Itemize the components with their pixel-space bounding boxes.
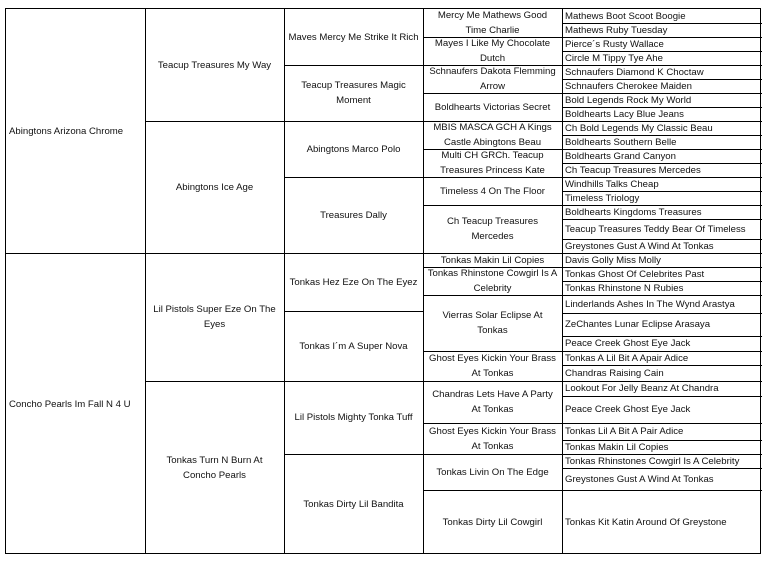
gen4-ancestor-cell: MBIS MASCA GCH A Kings Castle Abingtons Beau	[433, 122, 552, 148]
gen5-ancestor-cell: Linderlands Ashes In The Wynd Arastya	[565, 298, 735, 310]
row-divider	[423, 423, 562, 424]
gen4-ancestor-cell: Multi CH GRCh. Teacup Treasures Princess Kate	[440, 150, 545, 176]
gen4-ancestor-cell: Tonkas Dirty Lil Cowgirl	[442, 517, 543, 528]
row-divider	[562, 454, 762, 455]
gen5-ancestor-cell: Greystones Gust A Wind At Tonkas	[565, 473, 714, 485]
column-divider	[284, 9, 285, 553]
row-divider	[562, 267, 762, 268]
row-divider	[562, 37, 762, 38]
row-divider	[562, 219, 762, 220]
gen5-ancestor-cell: Tonkas Makin Lil Copies	[565, 441, 669, 453]
gen5-ancestor-cell: Tonkas Kit Katin Around Of Greystone	[565, 517, 727, 528]
row-divider	[562, 191, 762, 192]
row-divider	[423, 454, 562, 455]
gen4-ancestor-cell: Ghost Eyes Kickin Your Brass At Tonkas	[429, 425, 556, 452]
gen4-ancestor-cell: Mercy Me Mathews Good Time Charlie	[437, 10, 548, 36]
great-grandparent-cell: Abingtons Marco Polo	[306, 143, 401, 155]
row-divider	[284, 381, 423, 382]
row-divider	[423, 93, 562, 94]
great-grandparent-cell: Teacup Treasures Magic Moment	[301, 80, 406, 106]
gen5-ancestor-cell: Tonkas Lil A Bit A Pair Adice	[565, 426, 684, 437]
row-divider	[423, 295, 562, 296]
row-divider	[562, 423, 762, 424]
column-divider	[423, 9, 424, 553]
row-divider	[562, 107, 762, 108]
gen4-ancestor-cell: Chandras Lets Have A Party At Tonkas	[432, 389, 553, 415]
row-divider	[562, 396, 762, 397]
row-divider	[562, 135, 762, 136]
row-divider	[562, 205, 762, 206]
great-grandparent-cell: Tonkas Hez Eze On The Eyez	[289, 276, 418, 288]
row-divider	[284, 253, 423, 254]
row-divider	[284, 454, 423, 455]
gen5-ancestor-cell: Bold Legends Rock My World	[565, 94, 692, 106]
gen5-ancestor-cell: Schnaufers Cherokee Maiden	[565, 80, 692, 92]
gen4-ancestor-cell: Vierras Solar Eclipse At Tonkas	[442, 310, 543, 336]
gen5-ancestor-cell: Mathews Ruby Tuesday	[565, 24, 668, 36]
row-divider	[562, 281, 762, 282]
gen4-ancestor-cell: Tonkas Livin On The Edge	[436, 466, 549, 478]
grandparent-cell: Lil Pistols Super Eze On The Eyes	[153, 304, 276, 330]
row-divider	[423, 351, 562, 352]
parent-cell: Concho Pearls Im Fall N 4 U	[9, 398, 131, 410]
row-divider	[562, 365, 762, 366]
gen5-ancestor-cell: Schnaufers Diamond K Choctaw	[565, 66, 704, 78]
row-divider	[562, 239, 762, 240]
row-divider	[423, 149, 562, 150]
gen5-ancestor-cell: Tonkas Rhinstones Cowgirl Is A Celebrity	[565, 455, 740, 467]
gen4-ancestor-cell: Timeless 4 On The Floor	[439, 185, 546, 197]
gen5-ancestor-cell: Greystones Gust A Wind At Tonkas	[565, 240, 714, 252]
gen5-ancestor-cell: Peace Creek Ghost Eye Jack	[565, 338, 691, 349]
row-divider	[284, 311, 423, 312]
row-divider	[562, 93, 762, 94]
gen4-ancestor-cell: Mayes I Like My Chocolate Dutch	[434, 38, 551, 64]
row-divider	[562, 51, 762, 52]
row-divider	[562, 381, 762, 382]
row-divider	[284, 65, 423, 66]
row-divider	[284, 121, 423, 122]
row-divider	[562, 351, 762, 352]
gen5-ancestor-cell: Pierce´s Rusty Wallace	[565, 38, 664, 50]
row-divider	[562, 23, 762, 24]
great-grandparent-cell: Maves Mercy Me Strike It Rich	[288, 31, 419, 43]
row-divider	[562, 336, 762, 337]
row-divider	[284, 177, 423, 178]
column-divider	[145, 9, 146, 553]
gen4-ancestor-cell: Boldhearts Victorias Secret	[434, 101, 551, 113]
great-grandparent-cell: Tonkas Dirty Lil Bandita	[303, 499, 404, 510]
row-divider	[562, 490, 762, 491]
row-divider	[145, 253, 284, 254]
row-divider	[423, 37, 562, 38]
gen5-ancestor-cell: Mathews Boot Scoot Boogie	[565, 10, 686, 22]
row-divider	[562, 163, 762, 164]
row-divider	[562, 253, 762, 254]
row-divider	[6, 253, 145, 254]
gen5-ancestor-cell: Tonkas Ghost Of Celebrites Past	[565, 268, 705, 280]
gen5-ancestor-cell: Ch Bold Legends My Classic Beau	[565, 122, 713, 134]
gen5-ancestor-cell: Circle M Tippy Tye Ahe	[565, 52, 663, 64]
gen5-ancestor-cell: Boldhearts Kingdoms Treasures	[565, 206, 702, 218]
gen5-ancestor-cell: Windhills Talks Cheap	[565, 178, 659, 190]
row-divider	[423, 205, 562, 206]
pedigree-table	[5, 8, 761, 554]
gen5-ancestor-cell: Tonkas Rhinstone N Rubies	[565, 282, 684, 294]
gen5-ancestor-cell: Ch Teacup Treasures Mercedes	[565, 164, 701, 176]
gen5-ancestor-cell: Peace Creek Ghost Eye Jack	[565, 404, 691, 415]
gen5-ancestor-cell: Boldhearts Lacy Blue Jeans	[565, 108, 684, 120]
row-divider	[562, 65, 762, 66]
gen4-ancestor-cell: Ghost Eyes Kickin Your Brass At Tonkas	[429, 353, 556, 379]
row-divider	[562, 468, 762, 469]
row-divider	[562, 79, 762, 80]
row-divider	[423, 267, 562, 268]
gen5-ancestor-cell: Lookout For Jelly Beanz At Chandra	[565, 383, 719, 394]
grandparent-cell: Abingtons Ice Age	[175, 181, 254, 193]
row-divider	[562, 440, 762, 441]
row-divider	[562, 149, 762, 150]
row-divider	[145, 121, 284, 122]
gen5-ancestor-cell: Boldhearts Southern Belle	[565, 136, 677, 148]
gen5-ancestor-cell: Tonkas A Lil Bit A Apair Adice	[565, 352, 689, 364]
gen5-ancestor-cell: Chandras Raising Cain	[565, 367, 664, 379]
grandparent-cell: Teacup Treasures My Way	[157, 59, 272, 71]
gen4-ancestor-cell: Ch Teacup Treasures Mercedes	[446, 216, 538, 242]
great-grandparent-cell: Treasures Dally	[320, 209, 387, 221]
row-divider	[145, 381, 284, 382]
grandparent-cell: Tonkas Turn N Burn At Concho Pearls	[166, 455, 263, 481]
row-divider	[423, 177, 562, 178]
row-divider	[423, 121, 562, 122]
great-grandparent-cell: Lil Pistols Mighty Tonka Tuff	[294, 412, 413, 423]
row-divider	[562, 295, 762, 296]
gen4-ancestor-cell: Tonkas Makin Lil Copies	[440, 254, 545, 266]
parent-cell: Abingtons Arizona Chrome	[9, 125, 124, 137]
row-divider	[423, 490, 562, 491]
row-divider	[562, 177, 762, 178]
row-divider	[423, 381, 562, 382]
great-grandparent-cell: Tonkas I´m A Super Nova	[299, 340, 408, 352]
gen5-ancestor-cell: ZeChantes Lunar Eclipse Arasaya	[565, 319, 711, 330]
gen4-ancestor-cell: Tonkas Rhinstone Cowgirl Is A Celebrity	[427, 268, 558, 294]
gen5-ancestor-cell: Teacup Treasures Teddy Bear Of Timeless	[565, 223, 746, 235]
row-divider	[562, 121, 762, 122]
gen5-ancestor-cell: Davis Golly Miss Molly	[565, 254, 661, 266]
row-divider	[562, 313, 762, 314]
row-divider	[423, 253, 562, 254]
gen5-ancestor-cell: Timeless Triology	[565, 192, 640, 204]
column-divider	[562, 9, 563, 553]
gen5-ancestor-cell: Boldhearts Grand Canyon	[565, 150, 676, 162]
row-divider	[423, 65, 562, 66]
gen4-ancestor-cell: Schnaufers Dakota Flemming Arrow	[429, 66, 556, 92]
